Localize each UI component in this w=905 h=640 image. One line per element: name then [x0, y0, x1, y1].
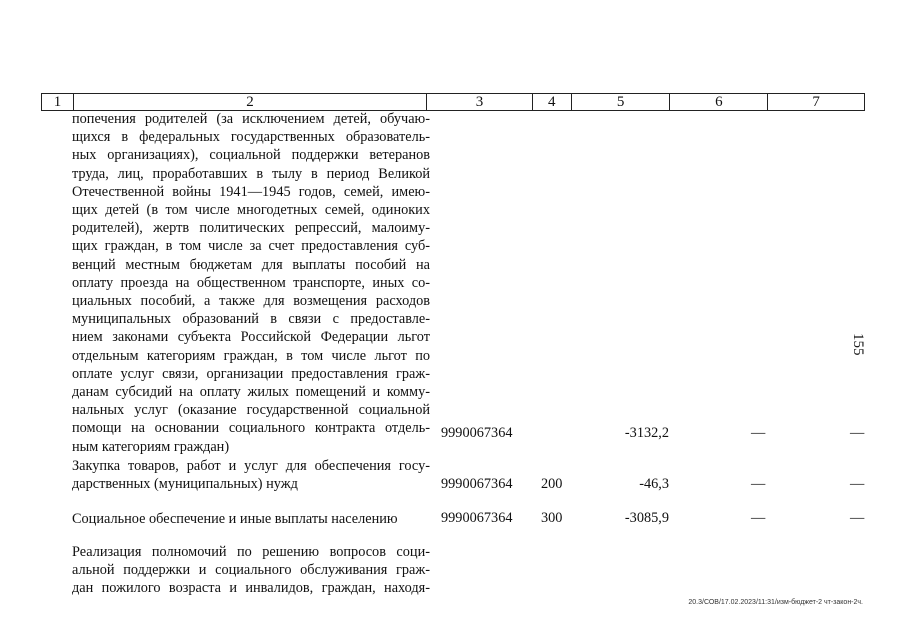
row2-col6: —	[751, 476, 766, 492]
text-line: помощи на основании социального контракта отдель-	[72, 420, 430, 437]
text-line: данам субсидий на оплату жилых помещений и комму-	[72, 384, 430, 401]
row3-vr: 300	[541, 510, 563, 526]
row-description-social-payments	[72, 510, 430, 528]
table-header-row	[41, 93, 865, 111]
text-line: оплату проезда на общественном транспорте, иных со-	[72, 274, 430, 291]
row2-col7: —	[850, 476, 865, 492]
text-line: родителей), жертв политических репрессий, малоиму-	[72, 220, 430, 237]
text-line: Закупка товаров, работ и услуг для обеспечения госу-	[72, 458, 430, 474]
row2-code: 9990067364	[441, 476, 513, 492]
footer-reference: 20.3/СОВ/17.02.2023/11:31/изм-бюджет-2 чт-закон-2ч.	[688, 599, 863, 606]
text-line: нальных услуг (оказание государственной социальной	[72, 402, 430, 419]
row2-vr: 200	[541, 476, 563, 492]
header-col-1: 1	[42, 94, 74, 110]
text-line: труда, лиц, проработавших в тылу в период Великой	[72, 165, 430, 182]
row1-code: 9990067364	[441, 425, 513, 441]
text-line: дан пожилого возраста и инвалидов, граждан, находя-	[72, 580, 430, 597]
text-line: нием законами субъекта Российской Федерации льгот	[72, 329, 430, 346]
header-col-7: 7	[812, 94, 820, 110]
text-line: ных организациях), социальной поддержки ветеранов	[72, 147, 430, 164]
text-line: Реализация полномочий по решению вопросов соци-	[72, 544, 430, 560]
text-line: муниципальных образований в связи с предоставле-	[72, 311, 430, 328]
header-col-6: 6	[670, 94, 768, 110]
row1-col6: —	[751, 425, 766, 441]
text-line: альной поддержки и социального обслуживания граж-	[72, 562, 430, 579]
text-line: Социальное обеспечение и иные выплаты населению	[72, 511, 398, 527]
text-line: щих детей (в том числе многодетных семей, одиноких	[72, 202, 430, 219]
row3-col6: —	[751, 510, 766, 526]
row-description-elderly-services	[72, 543, 430, 598]
text-line: дарственных (муниципальных) нужд	[72, 476, 298, 493]
row3-code: 9990067364	[441, 510, 513, 526]
row-description-procurement	[72, 457, 430, 493]
header-col-5: 5	[572, 94, 671, 110]
text-line: попечения родителей (за исключением детей, обучаю-	[72, 111, 430, 127]
text-line: щихся в федеральных государственных образователь-	[72, 129, 430, 146]
header-col-2: 2	[74, 94, 427, 110]
text-line: ным категориям граждан)	[72, 438, 230, 455]
text-line: щих граждан, в том числе за счет предоставления суб-	[72, 238, 430, 255]
row1-amount: -3132,2	[624, 425, 669, 441]
header-col-3: 3	[427, 94, 533, 110]
text-line: оплате услуг связи, организации предоставления граж-	[72, 365, 430, 382]
row2-amount: -46,3	[639, 476, 669, 492]
page-number: 155	[850, 333, 866, 356]
text-line: отдельным категориям граждан, в том числе льгот по	[72, 347, 430, 364]
row3-amount: -3085,9	[624, 510, 669, 526]
text-line: циальных пособий, а также для возмещения расходов	[72, 293, 430, 310]
row1-col7: —	[850, 425, 865, 441]
header-col-4: 4	[533, 94, 572, 110]
text-line: Отечественной войны 1941—1945 годов, семей, имею-	[72, 183, 430, 200]
text-line: венций местным бюджетам для выплаты пособий на	[72, 256, 430, 273]
row3-col7: —	[850, 510, 865, 526]
row-description-social-support	[72, 110, 430, 456]
